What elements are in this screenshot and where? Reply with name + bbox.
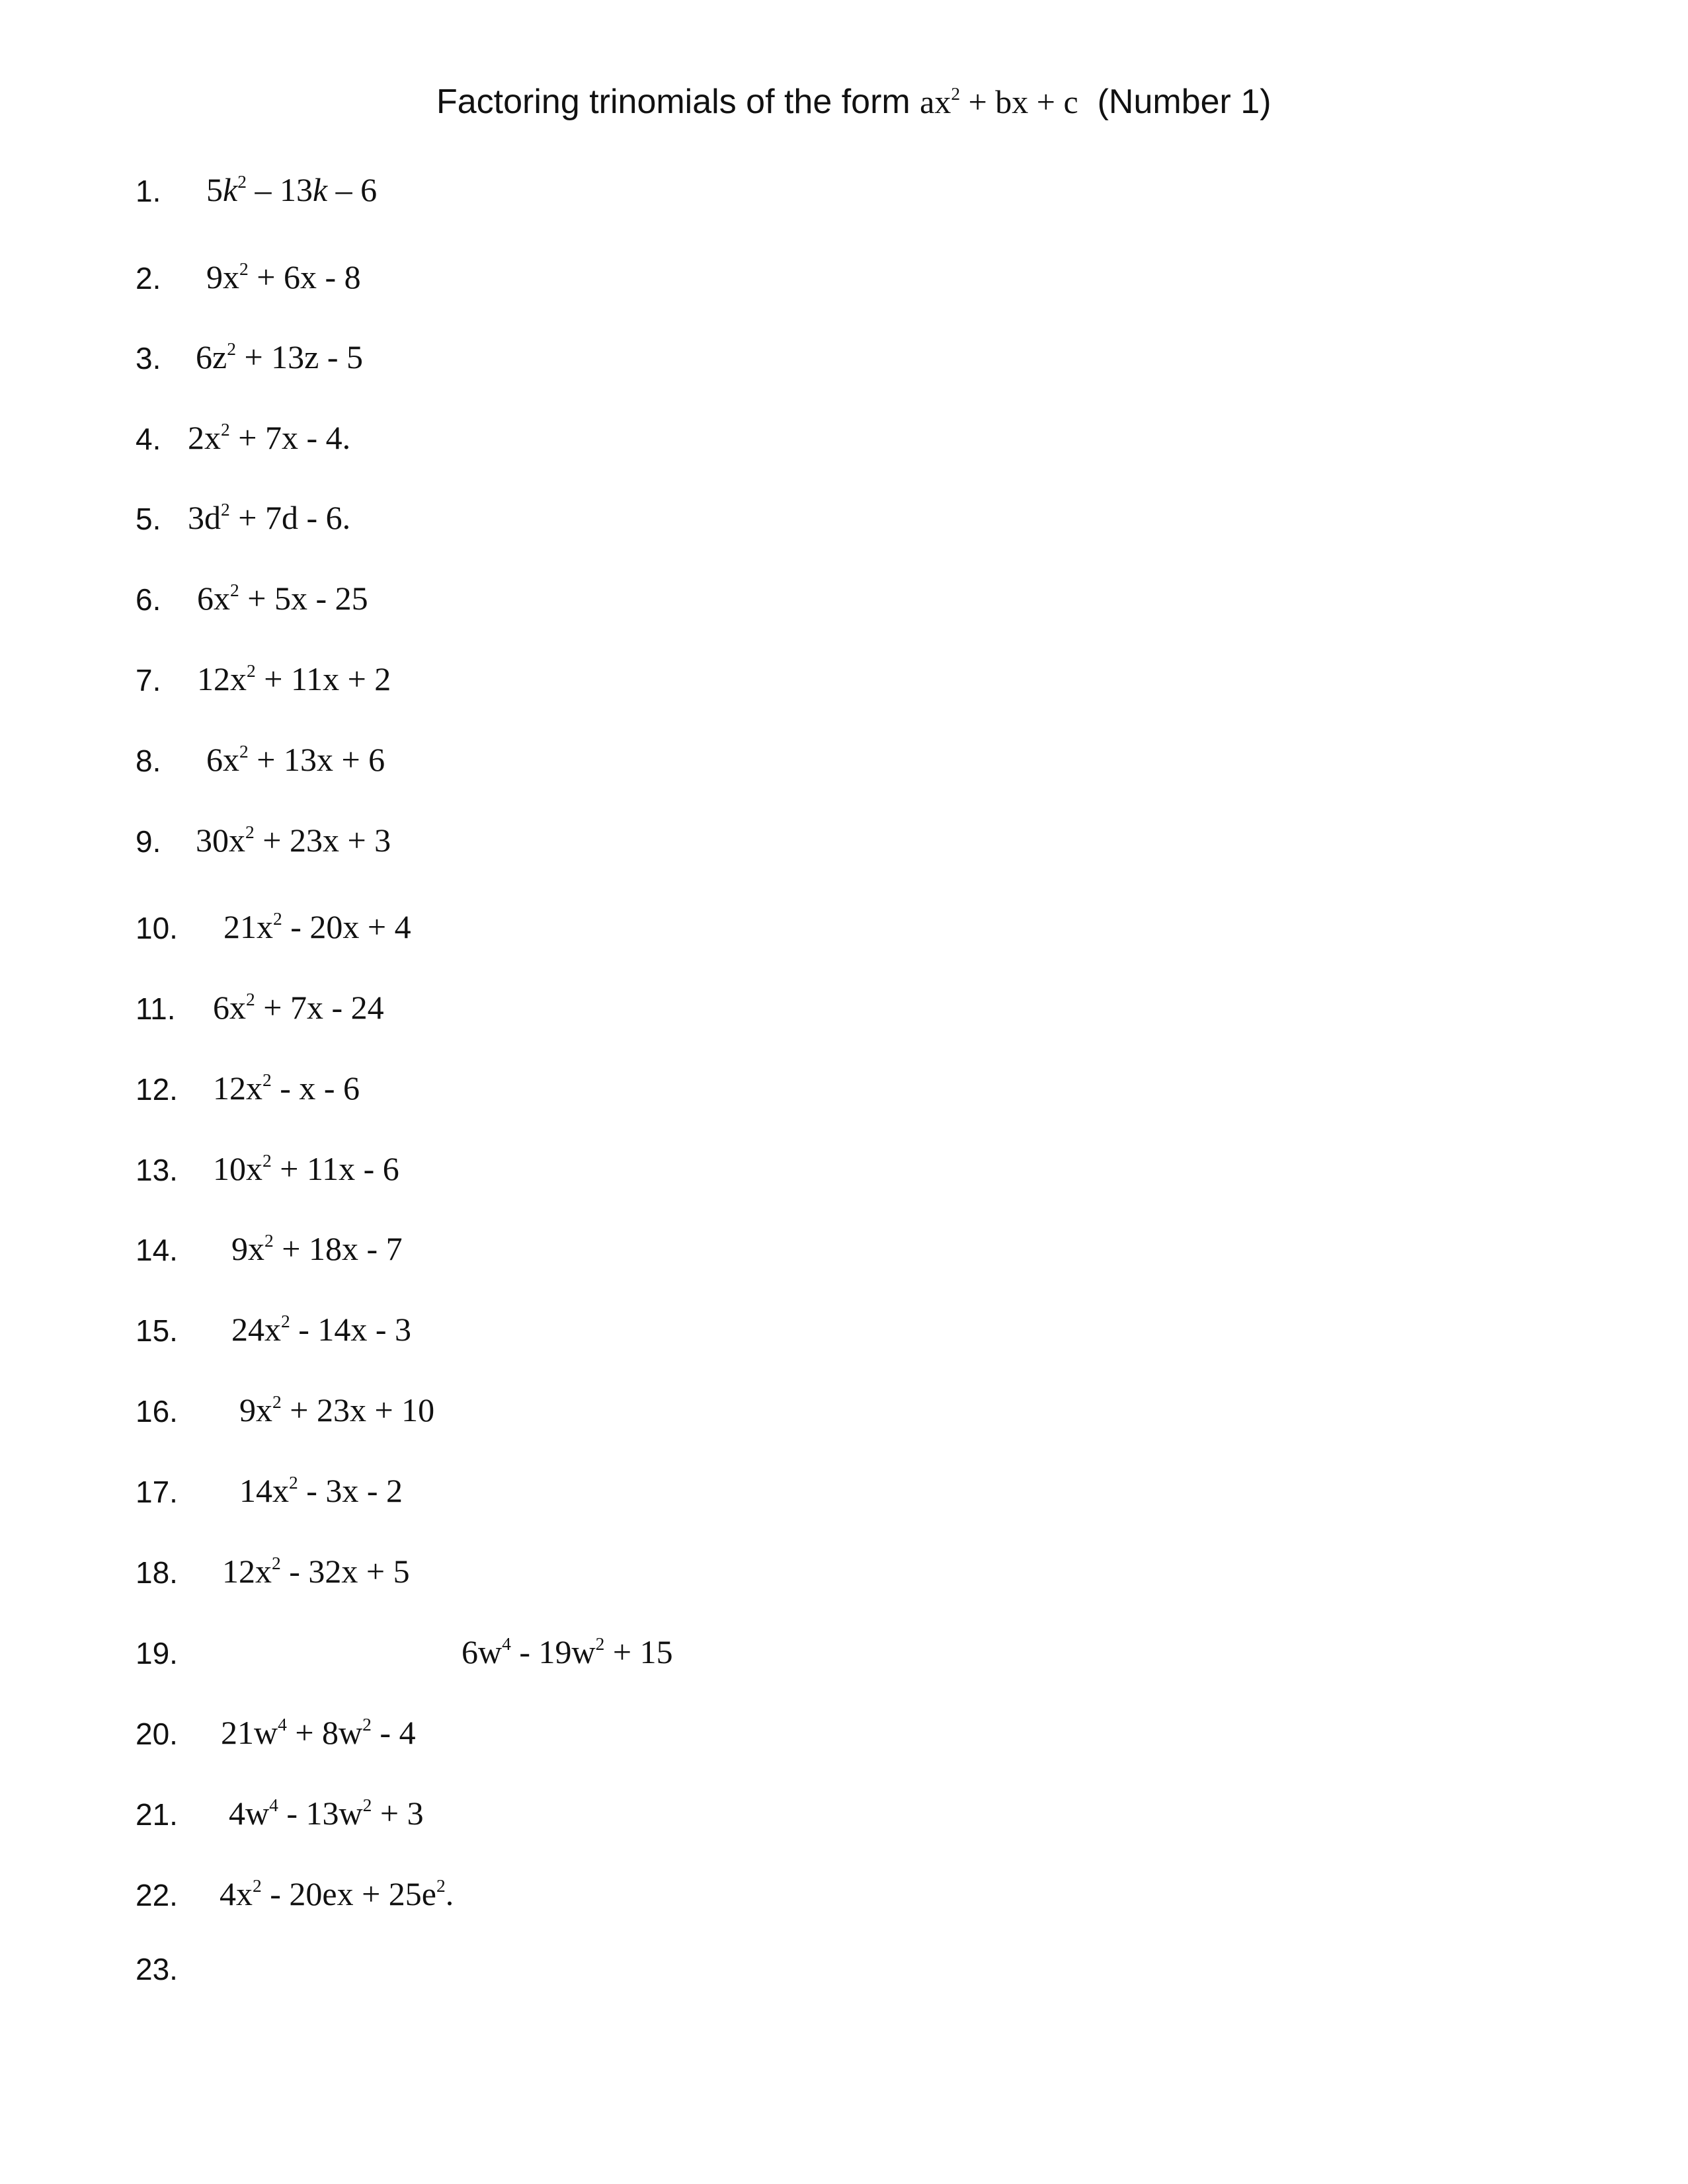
exponent: 2 (362, 1713, 372, 1735)
problem-number: 10. (136, 911, 178, 945)
problem-expression (206, 258, 361, 296)
problem-number: 6. (136, 582, 161, 617)
problem-expression (197, 579, 368, 617)
problem-number: 5. (136, 502, 161, 536)
title-prefix: Factoring trinomials of the form (436, 83, 910, 121)
expression-part: - 32x + 5 (280, 1553, 410, 1590)
problem-expression (196, 338, 363, 376)
expression-part: 9x (239, 1391, 272, 1428)
expression-part: + 23x + 10 (281, 1391, 435, 1428)
title-form-a: ax (920, 83, 951, 120)
expression-part: 21x (223, 908, 273, 945)
problem-number: 16. (136, 1394, 178, 1428)
expression-part: 14x (239, 1472, 289, 1509)
expression-part: 4x (220, 1875, 253, 1912)
problem-number: 21. (136, 1797, 178, 1832)
exponent: 2 (221, 498, 230, 520)
expression-part: 6w (462, 1633, 502, 1670)
expression-part: - 20x + 4 (282, 908, 411, 945)
exponent: 2 (262, 1069, 272, 1090)
expression-part: 4w (229, 1795, 270, 1832)
expression-part: + 5x - 25 (239, 580, 368, 617)
expression-part: . (445, 1875, 454, 1912)
expression-part: - 13w (278, 1795, 363, 1832)
expression-part: - 20ex + 25e (261, 1875, 436, 1912)
expression-part: + 18x - 7 (273, 1230, 403, 1267)
exponent: 2 (281, 1310, 290, 1331)
expression-part: 24x (231, 1311, 281, 1348)
expression-part: 12x (197, 660, 247, 697)
problem-expression (223, 908, 411, 946)
exponent: 2 (362, 1794, 372, 1815)
expression-part: 5 (206, 171, 223, 208)
problem-expression (239, 1471, 403, 1510)
problem-number: 11. (136, 992, 176, 1026)
expression-part: + 13x + 6 (248, 741, 385, 778)
problem-expression (222, 1552, 410, 1590)
expression-part: k (312, 171, 328, 208)
title-form-rest: + bx + c (960, 83, 1078, 120)
problem-expression (231, 1310, 411, 1348)
title-form-exponent: 2 (951, 83, 961, 104)
expression-part: 6z (196, 338, 227, 375)
exponent: 2 (273, 908, 282, 929)
exponent: 4 (269, 1794, 278, 1815)
problem-number: 3. (136, 341, 161, 375)
exponent: 2 (262, 1150, 272, 1171)
expression-part: 6x (197, 580, 230, 617)
problem-expression (196, 821, 391, 859)
problem-number: 15. (136, 1313, 178, 1348)
title-suffix: (Number 1) (1097, 83, 1271, 121)
exponent: 2 (239, 740, 249, 761)
problem-number: 22. (136, 1878, 178, 1912)
expression-part: + 7x - 24 (255, 989, 384, 1026)
expression-part: + 11x + 2 (255, 660, 391, 697)
problem-expression (213, 988, 384, 1027)
problem-expression (213, 1069, 360, 1107)
problem-expression (188, 498, 350, 537)
exponent: 2 (245, 821, 255, 842)
problem-expression (220, 1875, 454, 1913)
problem-number: 17. (136, 1475, 178, 1509)
expression-part: 6x (213, 989, 246, 1026)
exponent: 2 (237, 171, 247, 192)
problem-expression (197, 660, 391, 698)
problem-number: 13. (136, 1153, 178, 1187)
expression-part: + 7x - 4. (229, 419, 351, 456)
expression-part: 6x (206, 741, 239, 778)
expression-part: + 13z - 5 (235, 338, 363, 375)
expression-part: – 13 (246, 171, 313, 208)
exponent: 2 (227, 338, 236, 359)
exponent: 2 (436, 1875, 446, 1896)
expression-part: - x - 6 (271, 1070, 360, 1107)
exponent: 2 (253, 1875, 262, 1896)
expression-part: + 23x + 3 (254, 822, 391, 859)
exponent: 2 (264, 1229, 274, 1251)
expression-part: 3d (188, 499, 221, 536)
expression-part: 12x (213, 1070, 262, 1107)
exponent: 2 (272, 1552, 281, 1573)
problem-number: 14. (136, 1233, 178, 1267)
worksheet-title (436, 82, 1271, 122)
problem-number: 8. (136, 744, 161, 778)
exponent: 4 (278, 1713, 287, 1735)
problem-expression (462, 1633, 673, 1671)
problem-number: 7. (136, 663, 161, 697)
exponent: 2 (247, 660, 256, 681)
exponent: 2 (289, 1471, 298, 1493)
problem-expression (206, 171, 377, 209)
expression-part: 30x (196, 822, 245, 859)
expression-part: - 19w (510, 1633, 596, 1670)
expression-part: + 7d - 6. (229, 499, 351, 536)
expression-part: 9x (231, 1230, 264, 1267)
exponent: 2 (239, 258, 249, 279)
expression-part: 9x (206, 258, 239, 295)
expression-part: 21w (221, 1714, 278, 1751)
exponent: 2 (246, 988, 255, 1009)
expression-part: k (223, 171, 238, 208)
problem-number: 9. (136, 824, 161, 859)
expression-part: + 15 (604, 1633, 673, 1670)
title-form (920, 83, 1078, 120)
exponent: 4 (502, 1633, 511, 1654)
expression-part: - 4 (371, 1714, 416, 1751)
problem-expression (213, 1150, 399, 1188)
expression-part: + 8w (286, 1714, 363, 1751)
expression-part: + 6x - 8 (248, 258, 361, 295)
problem-number: 19. (136, 1636, 178, 1670)
problem-number: 2. (136, 261, 161, 295)
expression-part: + 3 (372, 1795, 424, 1832)
exponent: 2 (595, 1633, 605, 1654)
problem-number: 20. (136, 1717, 178, 1751)
expression-part: 2x (188, 419, 221, 456)
expression-part: - 14x - 3 (290, 1311, 412, 1348)
exponent: 2 (230, 579, 239, 600)
problem-expression (206, 740, 385, 779)
expression-part: - 3x - 2 (298, 1472, 403, 1509)
problem-expression (188, 418, 350, 457)
problem-expression (221, 1713, 416, 1752)
exponent: 2 (221, 418, 230, 440)
expression-part: 10x (213, 1150, 262, 1187)
expression-part: – 6 (327, 171, 378, 208)
problem-expression (231, 1229, 403, 1268)
exponent: 2 (272, 1391, 282, 1412)
problem-number: 12. (136, 1072, 178, 1107)
problem-number: 1. (136, 174, 161, 208)
problem-expression (239, 1391, 434, 1429)
problem-number: 23. (136, 1952, 178, 1986)
expression-part: + 11x - 6 (271, 1150, 399, 1187)
problem-expression (229, 1794, 424, 1832)
problem-number: 18. (136, 1555, 178, 1590)
problem-number: 4. (136, 422, 161, 456)
expression-part: 12x (222, 1553, 272, 1590)
